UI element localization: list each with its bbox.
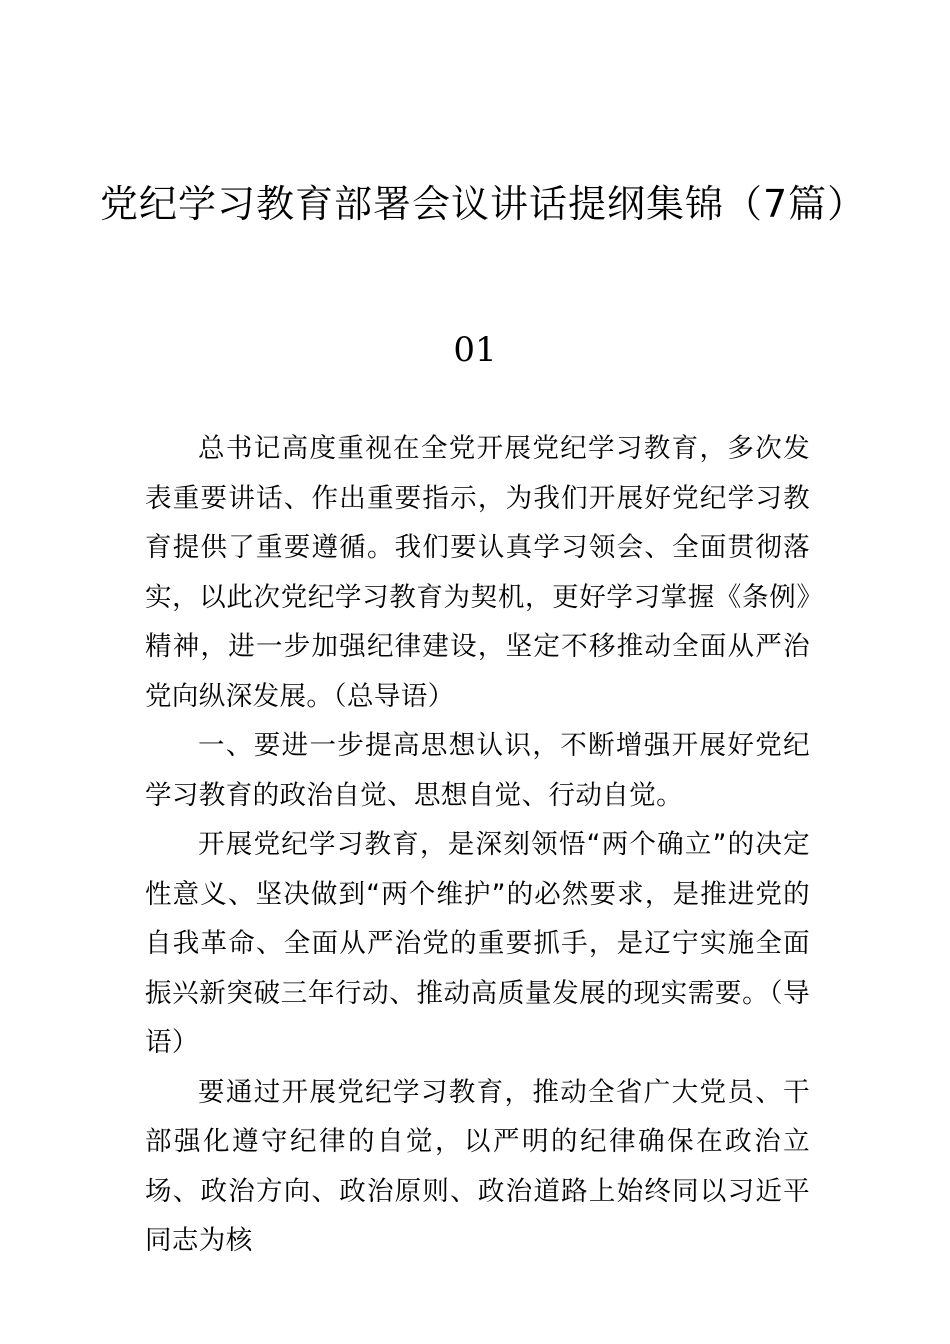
paragraph-lead: 开展党纪学习教育，是深刻领悟“两个确立”的决定性意义、坚决做到“两个维护”的必然要求，是推进党的自我革命、全面从严治党的重要抓手，是辽宁实施全面振兴新突破三年行动、推动高质量发展的现实需要。（导语） (145, 829, 810, 1058)
section-number: 01 (453, 330, 497, 370)
paragraph-heading-1: 一、要进一步提高思想认识，不断增强开展好党纪学习教育的政治自觉、思想自觉、行动自觉。 (145, 730, 810, 811)
paragraph-intro: 总书记高度重视在全党开展党纪学习教育，多次发表重要讲话、作出重要指示，为我们开展好党纪学习教育提供了重要遵循。我们要认真学习领会、全面贯彻落实，以此次党纪学习教育为契机，更好学习掌握《条例》精神，进一步加强纪律建设，坚定不移推动全面从严治党向纵深发展。（总导语） (145, 433, 810, 712)
document-title: 党纪学习教育部署会议讲话提纲集锦（7篇） (100, 182, 867, 226)
paragraph-body: 要通过开展党纪学习教育，推动全省广大党员、干部强化遵守纪律的自觉，以严明的纪律确保在政治立场、政治方向、政治原则、政治道路上始终同以习近平同志为核 (145, 1076, 810, 1256)
document-body (145, 424, 810, 1266)
